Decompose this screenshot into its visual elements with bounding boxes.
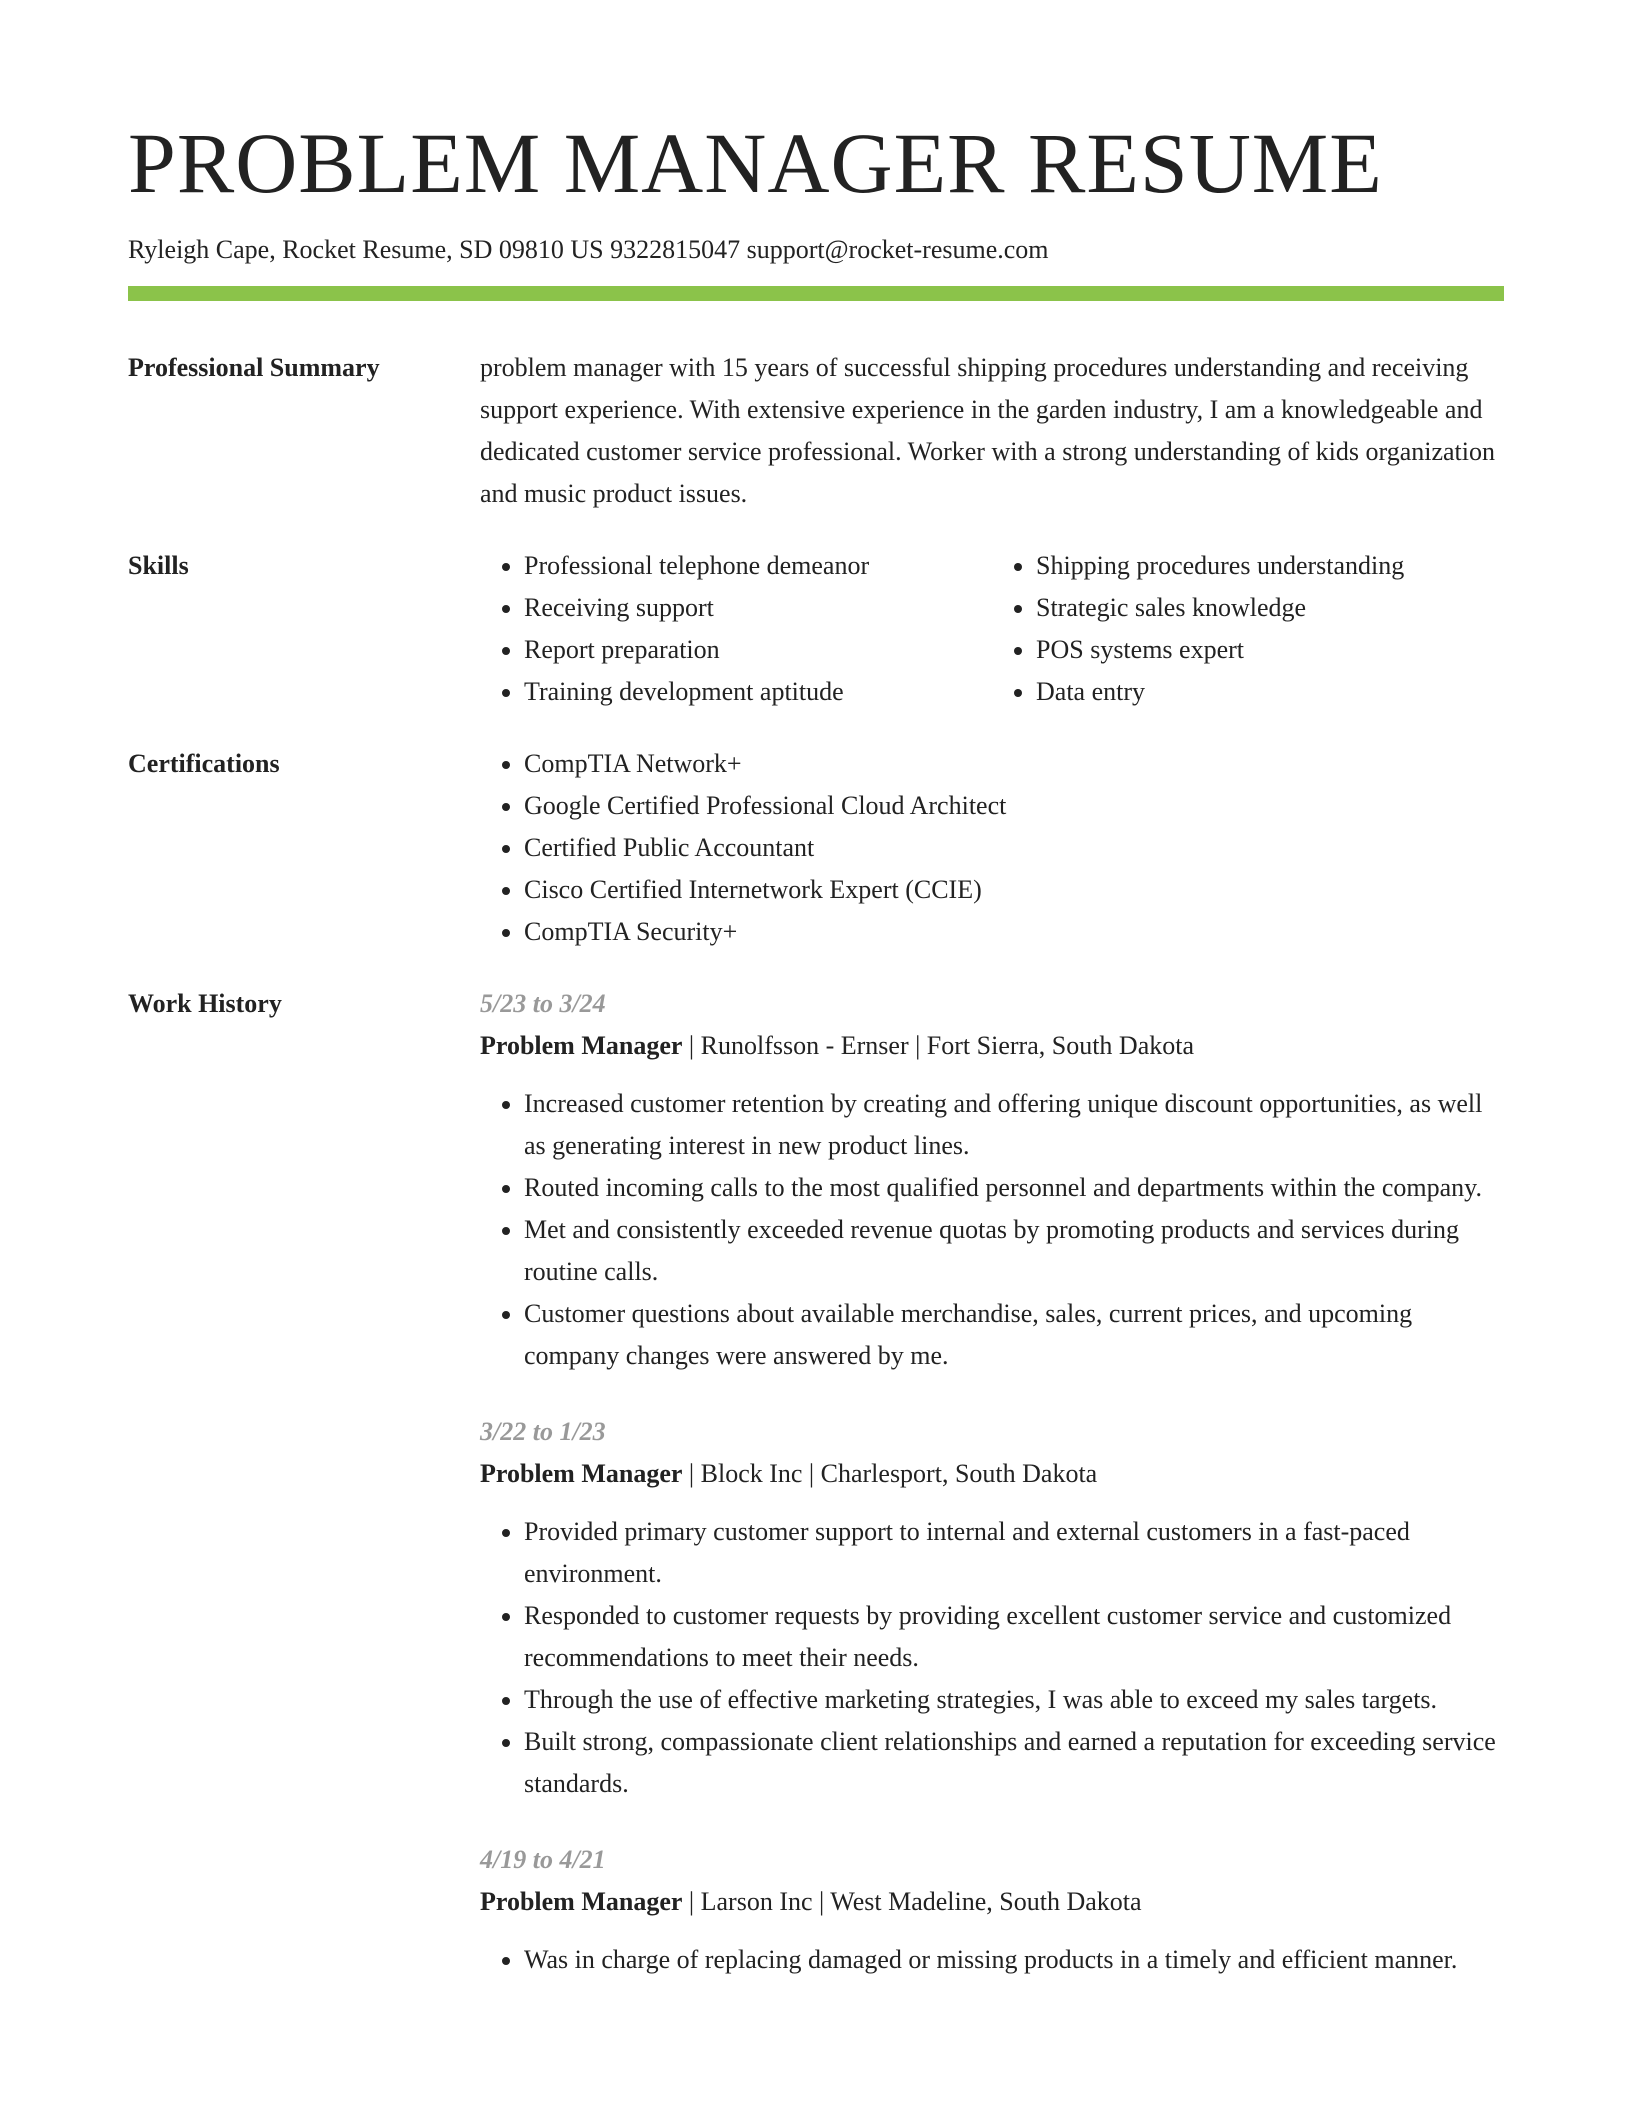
certification-item: • Cisco Certified Internetwork Expert (CCIE) — [524, 869, 1504, 911]
job-bullet: • Routed incoming calls to the most qualified personnel and departments within the company. — [524, 1167, 1504, 1209]
certification-item: • Certified Public Accountant — [524, 827, 1504, 869]
skill-item: • Strategic sales knowledge — [1036, 587, 1504, 629]
job-bullets — [480, 1083, 1504, 1377]
job-dates: 5/23 to 3/24 — [480, 989, 606, 1018]
job-title: Problem Manager — [480, 1459, 683, 1488]
job-heading — [480, 1453, 1504, 1495]
job-details: | Block Inc | Charlesport, South Dakota — [682, 1459, 1098, 1488]
job-bullet: • Was in charge of replacing damaged or missing products in a timely and efficient manner. — [524, 1939, 1504, 1981]
contact-line: Ryleigh Cape, Rocket Resume, SD 09810 US 9322815047 support@rocket-resume.com — [128, 235, 1049, 264]
job-bullet: • Met and consistently exceeded revenue quotas by promoting products and services during routine calls. — [524, 1209, 1504, 1293]
job-bullets — [480, 1939, 1504, 1981]
job-bullet: • Customer questions about available merchandise, sales, current prices, and upcoming company changes were answered by me. — [524, 1293, 1504, 1377]
skill-item: • Data entry — [1036, 671, 1504, 713]
certifications-body — [480, 743, 1504, 953]
resume-title: PROBLEM MANAGER RESUME — [128, 115, 1383, 211]
skill-item: • Report preparation — [524, 629, 992, 671]
job-entry — [480, 1839, 1504, 1981]
job-bullet: • Built strong, compassionate client relationships and earned a reputation for exceeding service standards. — [524, 1721, 1504, 1805]
job-title: Problem Manager — [480, 1887, 683, 1916]
job-title: Problem Manager — [480, 1031, 683, 1060]
skills-list-left — [480, 545, 992, 713]
certification-item: • CompTIA Network+ — [524, 743, 1504, 785]
summary-body — [480, 347, 1504, 515]
summary-text: problem manager with 15 years of successful shipping procedures understanding and receiving support experience. With extensive experience in the garden industry, I am a knowledgeable and dedicated customer service professional. Worker with a strong understanding of kids organization and music product issues. — [480, 353, 1496, 508]
job-entry — [480, 983, 1504, 1377]
skill-item: • POS systems expert — [1036, 629, 1504, 671]
job-dates: 4/19 to 4/21 — [480, 1845, 606, 1874]
certifications-list — [480, 743, 1504, 953]
skill-item: • Shipping procedures understanding — [1036, 545, 1504, 587]
job-bullet: • Through the use of effective marketing strategies, I was able to exceed my sales targets. — [524, 1679, 1504, 1721]
skills-body — [480, 545, 1504, 713]
certifications-label: Certifications — [128, 749, 280, 778]
skill-item: • Training development aptitude — [524, 671, 992, 713]
job-details: | Runolfsson - Ernser | Fort Sierra, South Dakota — [682, 1031, 1194, 1060]
skills-list-right — [992, 545, 1504, 713]
job-bullet: • Provided primary customer support to internal and external customers in a fast-paced environment. — [524, 1511, 1504, 1595]
work-history-body — [480, 983, 1504, 2015]
work-history-label: Work History — [128, 989, 282, 1018]
job-bullet: • Increased customer retention by creating and offering unique discount opportunities, as well as generating interest in new product lines. — [524, 1083, 1504, 1167]
job-heading — [480, 1881, 1504, 1923]
skill-item: • Professional telephone demeanor — [524, 545, 992, 587]
accent-divider — [128, 286, 1504, 301]
certification-item: • Google Certified Professional Cloud Architect — [524, 785, 1504, 827]
job-bullets — [480, 1511, 1504, 1805]
summary-label: Professional Summary — [128, 353, 380, 382]
job-entry — [480, 1411, 1504, 1805]
job-dates: 3/22 to 1/23 — [480, 1417, 606, 1446]
certification-item: • CompTIA Security+ — [524, 911, 1504, 953]
job-details: | Larson Inc | West Madeline, South Dakota — [682, 1887, 1142, 1916]
job-bullet: • Responded to customer requests by providing excellent customer service and customized recommendations to meet their needs. — [524, 1595, 1504, 1679]
skill-item: • Receiving support — [524, 587, 992, 629]
skills-label: Skills — [128, 551, 189, 580]
job-heading — [480, 1025, 1504, 1067]
